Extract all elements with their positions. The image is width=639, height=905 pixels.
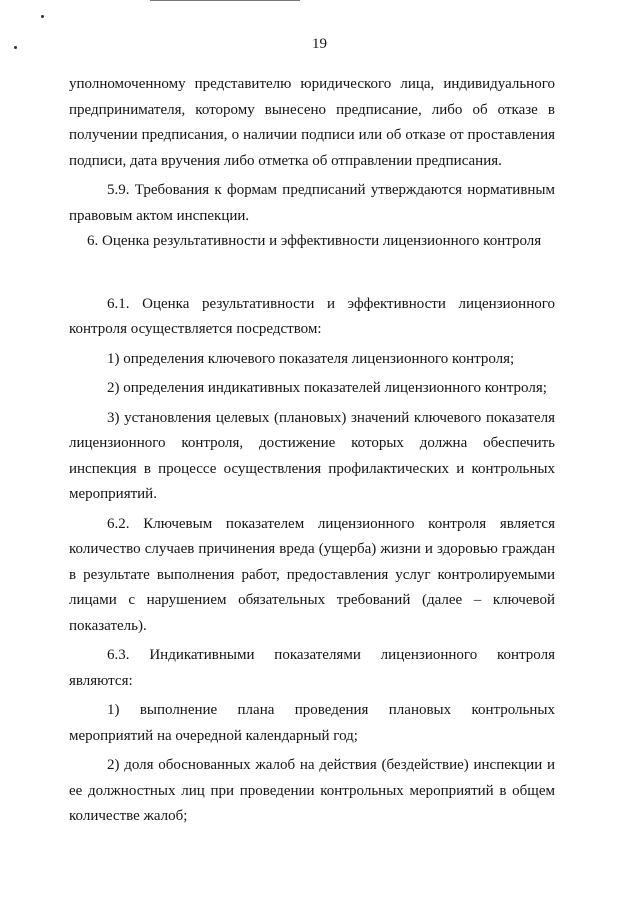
indicator-item-1: 1) выполнение плана проведения плановых контрольных мероприятий на очередной календарный год; xyxy=(69,702,555,744)
top-edge-line xyxy=(150,0,300,1)
list-item-3: 3) установления целевых (плановых) значений ключевого показателя лицензионного контроля, достижение которых должна обеспечить инспекция в процессе осуществления профилактических и контрольных мероприятий. xyxy=(69,409,555,502)
page-number: 19 xyxy=(312,36,327,52)
list-item-1: 1) определения ключевого показателя лицензионного контроля; xyxy=(107,350,515,367)
paragraph-continuation: уполномоченному представителю юридического лица, индивидуального предпринимателя, которому вынесено предписание, либо об отказе в получении предписания, о наличии подписи или об отказе от проставления подписи, дата вручения либо отметка об отправлении предписания. xyxy=(69,76,555,169)
document-body xyxy=(69,72,555,830)
paragraph-6-2: 6.2. Ключевым показателем лицензионного контроля является количество случаев причинения вреда (ущерба) жизни и здоровью граждан в результате выполнения работ, предоставления услуг контролируемыми лицами с нарушением обязательных требований (далее – ключевой показатель). xyxy=(69,515,555,634)
indicator-item-2: 2) доля обоснованных жалоб на действия (бездействие) инспекции и ее должностных лиц при проведении контрольных мероприятий в общем количестве жалоб; xyxy=(69,757,555,824)
paragraph-5-9: 5.9. Требования к формам предписаний утверждаются нормативным правовым актом инспекции. xyxy=(69,182,555,224)
scan-dot xyxy=(41,15,44,18)
paragraph-6-3: 6.3. Индикативными показателями лицензионного контроля являются: xyxy=(69,647,555,689)
section-heading-6: 6. Оценка результативности и эффективности лицензионного контроля xyxy=(87,233,542,249)
list-item-2: 2) определения индикативных показателей лицензионного контроля; xyxy=(107,380,547,396)
paragraph-6-1: 6.1. Оценка результативности и эффективности лицензионного контроля осуществляется посредством: xyxy=(69,295,555,337)
